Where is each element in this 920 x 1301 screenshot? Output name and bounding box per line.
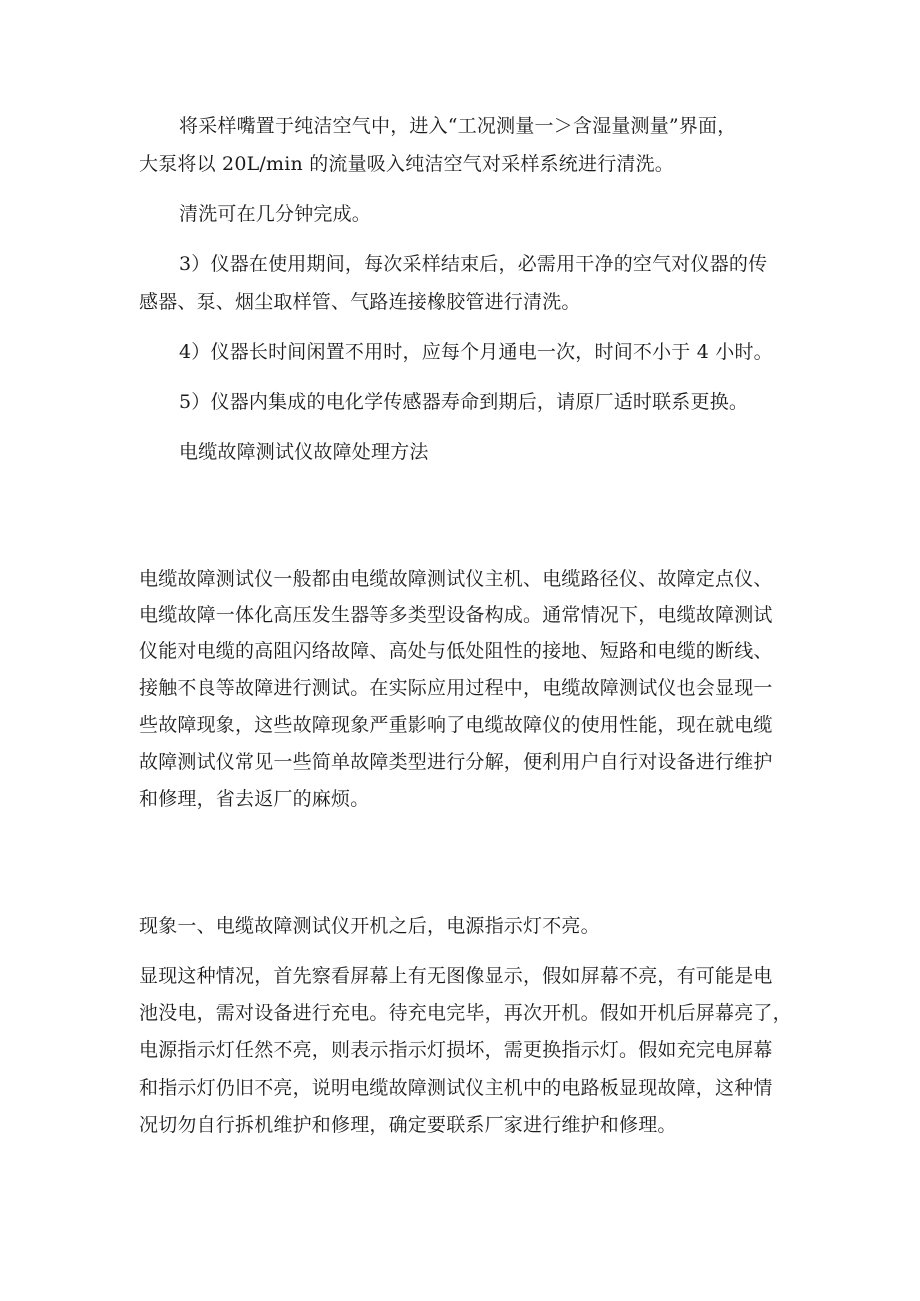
paragraph-line: 电缆故障一体化高压发生器等多类型设备构成。通常情况下，电缆故障测试 <box>139 604 773 626</box>
paragraph-line: 显现这种情况，首先察看屏幕上有无图像显示，假如屏幕不亮，有可能是电 <box>139 965 773 987</box>
paragraph-line: 故障测试仪常见一些简单故障类型进行分解，便利用户自行对设备进行维护 <box>139 751 773 773</box>
paragraph-line: 池没电，需对设备进行充电。待充电完毕，再次开机。假如开机后屏幕亮了， <box>139 1002 792 1024</box>
paragraph-line: 电源指示灯任然不亮，则表示指示灯损坏，需更换指示灯。假如充完电屏幕 <box>139 1039 773 1061</box>
list-item-line: 3）仪器在使用期间，每次采样结束后，必需用干净的空气对仪器的传 <box>179 253 768 275</box>
paragraph-line: 些故障现象，这些故障现象严重影响了电缆故障仪的使用性能，现在就电缆 <box>139 714 773 736</box>
paragraph-line: 和修理，省去返厂的麻烦。 <box>139 788 370 810</box>
paragraph-line: 清洗可在几分钟完成。 <box>179 203 372 225</box>
phenomenon-title: 现象一、电缆故障测试仪开机之后，电源指示灯不亮。 <box>139 915 600 937</box>
paragraph-line: 况切勿自行拆机维护和修理，确定要联系厂家进行维护和修理。 <box>139 1114 677 1136</box>
list-item: 5）仪器内集成的电化学传感器寿命到期后，请原厂适时联系更换。 <box>179 391 749 413</box>
section-heading: 电缆故障测试仪故障处理方法 <box>179 441 429 463</box>
paragraph-line: 电缆故障测试仪一般都由电缆故障测试仪主机、电缆路径仪、故障定点仪、 <box>139 568 773 590</box>
paragraph-line: 和指示灯仍旧不亮，说明电缆故障测试仪主机中的电路板显现故障，这种情 <box>139 1077 773 1099</box>
list-item: 4）仪器长时间闲置不用时，应每个月通电一次，时间不小于 4 小时。 <box>179 341 773 363</box>
list-item-line: 感器、泵、烟尘取样管、气路连接橡胶管进行清洗。 <box>139 291 581 313</box>
paragraph-line: 大泵将以 20L/min 的流量吸入纯洁空气对采样系统进行清洗。 <box>139 153 675 175</box>
paragraph-line: 接触不良等故障进行测试。在实际应用过程中，电缆故障测试仪也会显现一 <box>139 677 773 699</box>
paragraph-line: 仪能对电缆的高阻闪络故障、高处与低处阻性的接地、短路和电缆的断线、 <box>139 640 773 662</box>
paragraph-line: 将采样嘴置于纯洁空气中，进入“工况测量一＞含湿量测量”界面， <box>179 115 737 137</box>
